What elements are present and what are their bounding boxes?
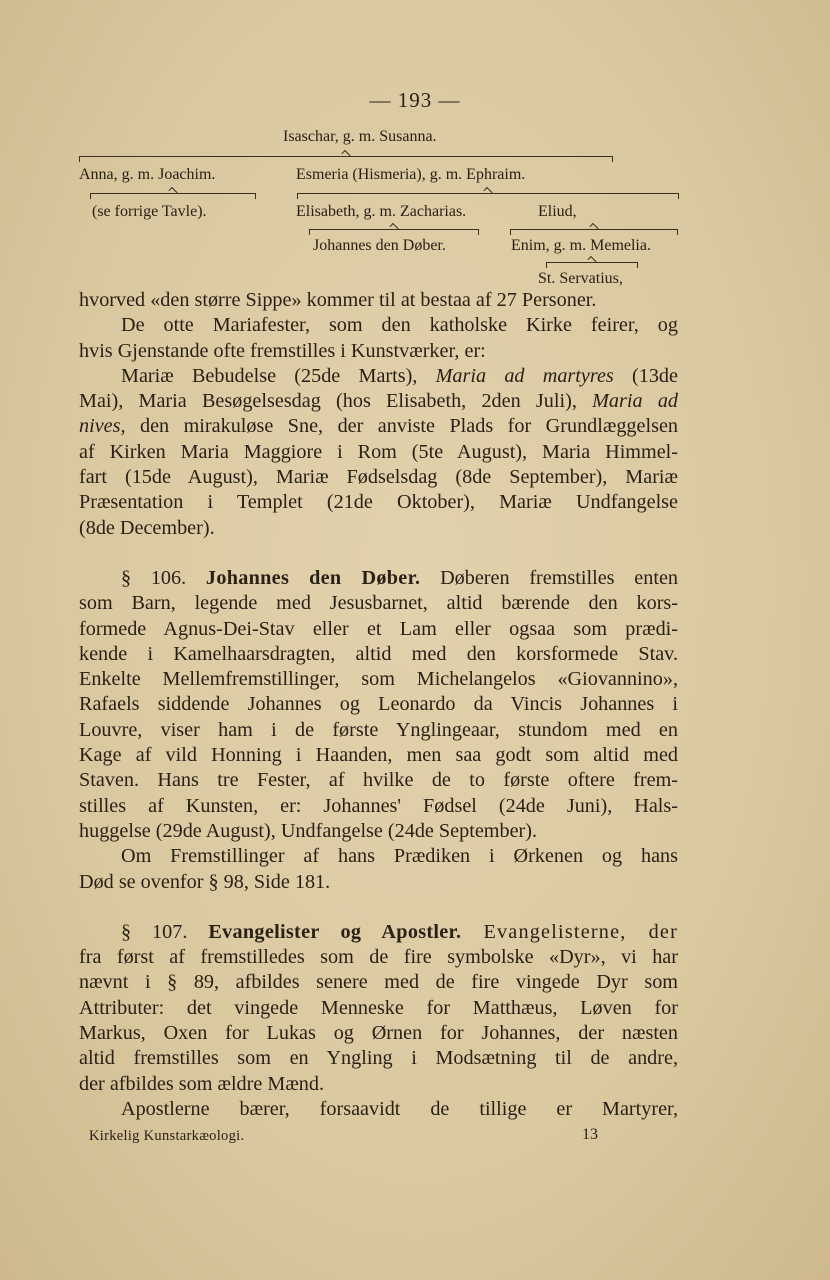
text-line: fra først af fremstilledes som de fire symbolske «Dyr», vi har bbox=[79, 946, 678, 969]
text-line: altid fremstilles som en Yngling i Modsætning til de andre, bbox=[79, 1047, 678, 1070]
genealogy-root: Isaschar, g. m. Susanna. bbox=[283, 128, 437, 145]
text-line: Kage af vild Honning i Haanden, men saa godt som altid med bbox=[79, 744, 678, 767]
text-line: hvis Gjenstande ofte fremstilles i Kunstværker, er: bbox=[79, 339, 486, 362]
text-fragment: (13de bbox=[613, 364, 678, 387]
footer-book-title: Kirkelig Kunstarkæologi. bbox=[89, 1128, 245, 1144]
text-line: (8de December). bbox=[79, 516, 215, 539]
text-fragment: Døberen fremstilles enten bbox=[420, 566, 678, 589]
paragraph-gap bbox=[79, 895, 678, 920]
text-line bbox=[79, 364, 678, 389]
text-line: Om Fremstillinger af hans Prædiken i Ørkenen og hans bbox=[121, 845, 678, 868]
text-line: fart (15de August), Mariæ Fødselsdag (8de September), Mariæ bbox=[79, 466, 678, 489]
page-number: — 193 — bbox=[369, 88, 461, 112]
genealogy-brace-anna bbox=[90, 193, 256, 202]
text-fragment: den mirakuløse Sne, der anviste Plads for Grundlæggelsen bbox=[125, 415, 678, 438]
genealogy-anna: Anna, g. m. Joachim. bbox=[79, 166, 216, 183]
genealogy-enim: Enim, g. m. Memelia. bbox=[511, 237, 651, 254]
section-number: § 106. bbox=[121, 566, 206, 589]
text-line: Markus, Oxen for Lukas og Ørnen for Johannes, der næsten bbox=[79, 1022, 678, 1045]
genealogy-eliud: Eliud, bbox=[538, 203, 577, 220]
paragraph-gap bbox=[79, 541, 678, 566]
genealogy-brace-esmeria bbox=[297, 193, 679, 202]
text-line: Apostlerne bærer, forsaavidt de tillige er Martyrer, bbox=[121, 1097, 678, 1120]
text-line: Attributer: det vingede Menneske for Matthæus, Løven for bbox=[79, 996, 678, 1019]
text-line: Død se ovenfor § 98, Side 181. bbox=[79, 870, 331, 893]
text-line: De otte Mariafester, som den katholske Kirke feirer, og bbox=[121, 314, 678, 337]
genealogy-brace-root bbox=[79, 156, 613, 165]
text-line: af Kirken Maria Maggiore i Rom (5te August), Maria Himmel- bbox=[79, 440, 678, 463]
text-italic: Maria ad bbox=[592, 390, 678, 413]
section-107-heading bbox=[79, 920, 678, 945]
text-line: Præsentation i Templet (21de Oktober), Mariæ Undfangelse bbox=[79, 491, 678, 514]
text-line: formede Agnus-Dei-Stav eller et Lam eller ogsaa som prædi- bbox=[79, 617, 678, 640]
text-line: nævnt i § 89, afbildes senere med de fire vingede Dyr som bbox=[79, 971, 678, 994]
section-106-heading bbox=[79, 566, 678, 591]
text-line: som Barn, legende med Jesusbarnet, altid bærende den kors- bbox=[79, 592, 678, 615]
text-line: huggelse (29de August), Undfangelse (24de September). bbox=[79, 819, 538, 842]
text-line: Louvre, viser ham i de første Ynglingeaar, stundom med en bbox=[79, 718, 678, 741]
text-line: Rafaels siddende Johannes og Leonardo da Vincis Johannes i bbox=[79, 693, 678, 716]
text-line: stilles af Kunsten, er: Johannes' Fødsel (24de Juni), Hals- bbox=[79, 794, 678, 817]
text-fragment: Mariæ Bebudelse (25de Marts), bbox=[121, 364, 436, 387]
text-line: Enkelte Mellemfremstillinger, som Michelangelos «Giovannino», bbox=[79, 668, 678, 691]
genealogy-johannes: Johannes den Døber. bbox=[313, 237, 446, 254]
text-fragment: Mai), Maria Besøgelsesdag (hos Elisabeth, 2den Juli), bbox=[79, 390, 593, 413]
text-line: kende i Kamelhaarsdragten, altid med den korsformede Stav. bbox=[79, 642, 678, 665]
text-fragment: Evangelisterne, der bbox=[461, 920, 679, 943]
text-italic: Maria ad martyres bbox=[435, 364, 614, 387]
text-line bbox=[79, 389, 678, 414]
text-line: hvorved «den større Sippe» kommer til at bestaa af 27 Personer. bbox=[79, 289, 597, 311]
genealogy-esmeria: Esmeria (Hismeria), g. m. Ephraim. bbox=[296, 166, 526, 183]
text-line bbox=[79, 414, 678, 439]
genealogy-servatius: St. Servatius, bbox=[538, 270, 623, 287]
text-line: der afbildes som ældre Mænd. bbox=[79, 1072, 325, 1095]
genealogy-see-previous: (se forrige Tavle). bbox=[92, 203, 207, 220]
body-text bbox=[79, 288, 678, 1122]
footer-signature: 13 bbox=[582, 1126, 598, 1143]
genealogy-elisabeth: Elisabeth, g. m. Zacharias. bbox=[296, 203, 467, 220]
text-italic: nives, bbox=[79, 415, 126, 438]
section-number: § 107. bbox=[121, 920, 209, 943]
text-line: Staven. Hans tre Fester, af hvilke de to første oftere frem- bbox=[79, 769, 678, 792]
section-title: Evangelister og Apostler. bbox=[208, 920, 462, 943]
section-title: Johannes den Døber. bbox=[205, 566, 421, 589]
